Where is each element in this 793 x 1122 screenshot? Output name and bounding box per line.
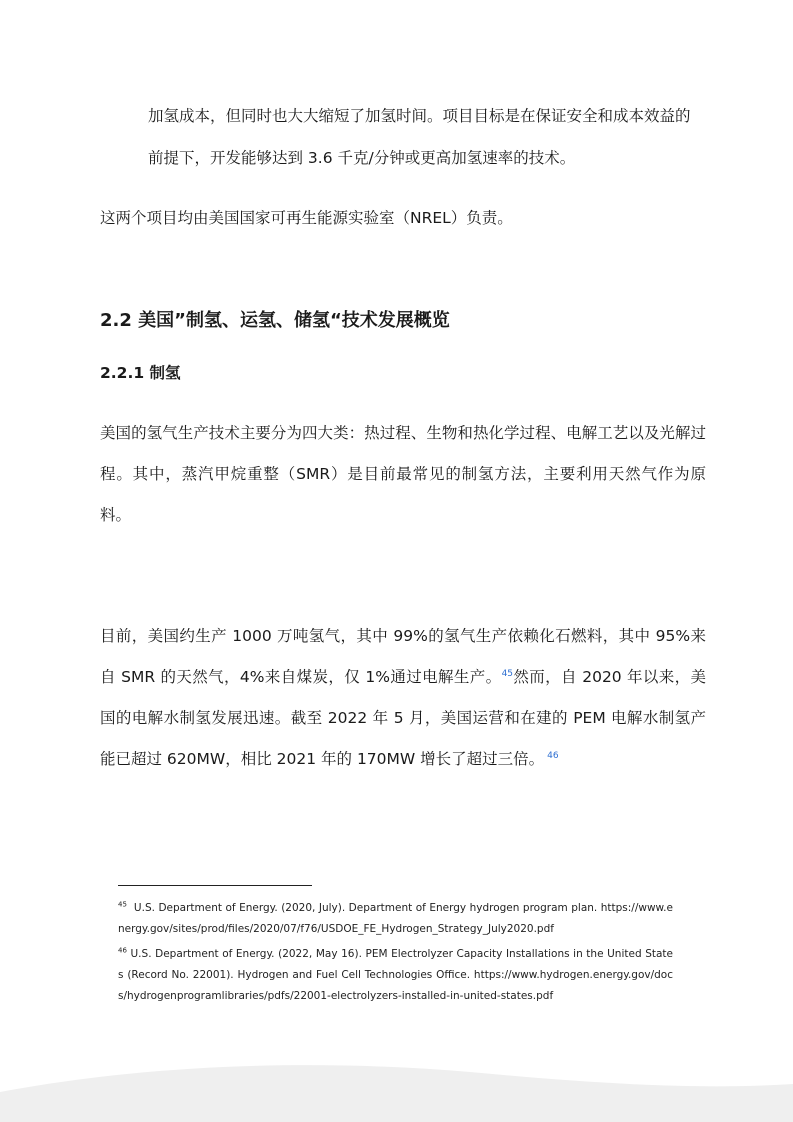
section-heading: 2.2 美国”制氢、运氢、储氢“技术发展概览 — [100, 310, 450, 331]
footnote-46 — [118, 944, 673, 1007]
footnote-ref-46[interactable]: 46 — [547, 750, 559, 761]
subsection-heading: 2.2.1 制氢 — [100, 364, 181, 382]
footnote-divider — [118, 885, 312, 886]
footnote-number: 46 — [118, 946, 127, 955]
decorative-bottom-wave — [0, 1042, 793, 1122]
footnote-number: 45 — [118, 900, 127, 909]
footnotes — [118, 898, 673, 1007]
intro-line-2: 前提下，开发能够达到 3.6 千克/分钟或更高加氢速率的技术。 — [148, 149, 576, 167]
hydrogen-types-paragraph: 美国的氢气生产技术主要分为四大类：热过程、生物和热化学过程、电解工艺以及光解过程。其中，蒸汽甲烷重整（SMR）是目前最常见的制氢方法，主要利用天然气作为原料。 — [100, 424, 706, 524]
production-text-part1: 目前，美国约生产 1000 万吨氢气，其中 99%的氢气生产依赖化石燃料，其中 95%来自 SMR 的天然气，4%来自煤炭，仅 1%通过电解生产。 — [100, 627, 706, 686]
nrel-paragraph: 这两个项目均由美国国家可再生能源实验室（NREL）负责。 — [100, 209, 513, 227]
footnote-text: U.S. Department of Energy. (2020, July). Department of Energy hydrogen program plan. https://www.energy.gov/sites/prod/files/2020/07/f76/USDOE_FE_Hydrogen_Strategy_July2020.pdf — [118, 902, 673, 935]
production-text-part2: 然而，自 2020 年以来，美国的电解水制氢发展迅速。截至 2022 年 5 月，美国运营和在建的 PEM 电解水制氢产能已超过 620MW，相比 2021 年的 170MW 增长了超过三倍。 — [100, 668, 706, 768]
footnote-ref-45[interactable]: 45 — [501, 668, 514, 679]
production-paragraph — [100, 616, 706, 780]
footnote-text: U.S. Department of Energy. (2022, May 16). PEM Electrolyzer Capacity Installations in the United States (Record No. 22001). Hydrogen and Fuel Cell Technologies Office. https://www.hydrogen.energy.gov/docs/hydrogenprogramlibraries/pdfs/22001-electrolyzers-installed-in-united-states.pdf — [118, 948, 673, 1002]
intro-line-1: 加氢成本，但同时也大大缩短了加氢时间。项目目标是在保证安全和成本效益的 — [148, 107, 691, 125]
footnote-45 — [118, 898, 673, 940]
